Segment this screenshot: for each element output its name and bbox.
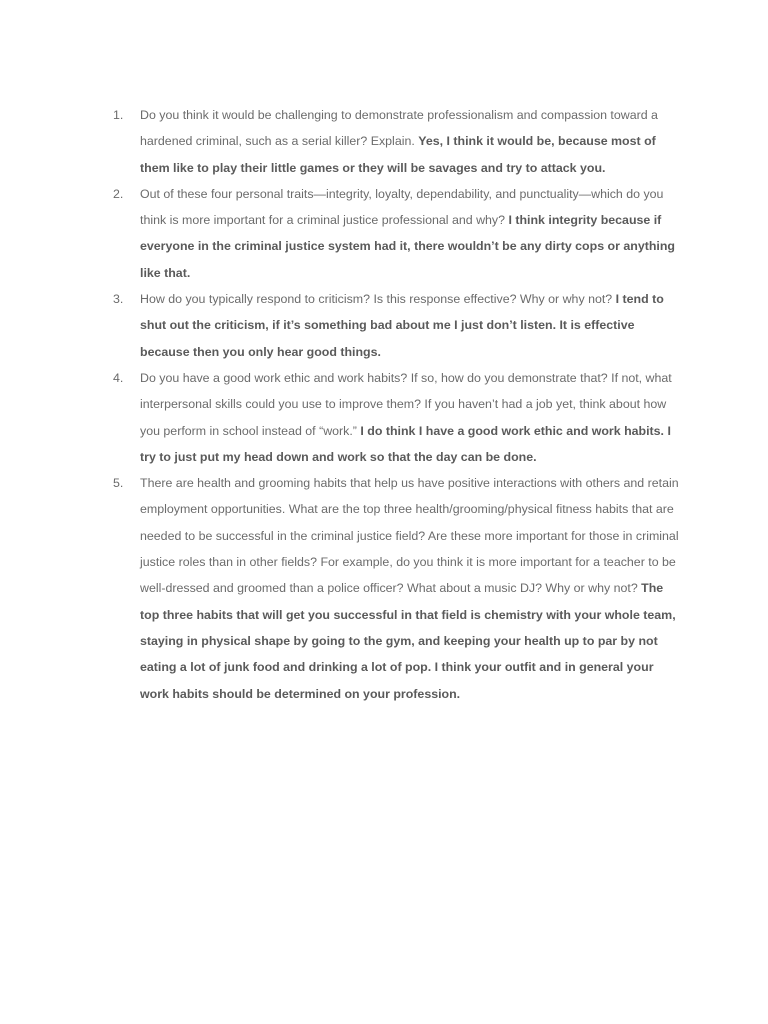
question-text: Do you think it would be challenging to demonstrate professionalism and compassion toward a hardened criminal, such as a serial killer? Explain.	[140, 108, 658, 149]
list-item	[113, 102, 683, 181]
item-number: 5.	[113, 476, 124, 491]
answer-text: The top three habits that will get you successful in that field is chemistry with your whole team, staying in physical shape by going to the gym, and keeping your health up to par by not eating a lot of junk food and drinking a lot of pop. I think your outfit and in general your work habits should be determined on your profession.	[140, 581, 676, 701]
question-text: How do you typically respond to criticism? Is this response effective? Why or why not?	[140, 292, 613, 307]
answer-text: I tend to shut out the criticism, if it’s something bad about me I just don’t listen. It is effective because then you only hear good things.	[140, 292, 664, 359]
question-text: Out of these four personal traits—integrity, loyalty, dependability, and punctuality—which do you think is more important for a criminal justice professional and why?	[140, 186, 664, 228]
item-text	[140, 470, 683, 707]
list-item	[113, 286, 683, 365]
question-text: Do you have a good work ethic and work habits? If so, how do you demonstrate that? If not, what interpersonal skills could you use to improve them? If you haven’t had a job yet, think about how you perform in school instead of “work.”	[140, 370, 672, 438]
list-item	[113, 181, 683, 286]
answer-text: Yes, I think it would be, because most of them like to play their little games or they will be savages and try to attack you.	[140, 134, 656, 175]
answer-text: I think integrity because if everyone in the criminal justice system had it, there wouldn’t be any dirty cops or anything like that.	[140, 213, 675, 280]
item-number: 2.	[113, 186, 124, 201]
item-text	[140, 102, 683, 181]
item-number: 3.	[113, 292, 124, 307]
item-text	[140, 181, 683, 286]
answer-text: I do think I have a good work ethic and work habits. I try to just put my head down and work so that the day can be done.	[140, 423, 671, 464]
list-item	[113, 365, 683, 470]
question-text: There are health and grooming habits that help us have positive interactions with others and retain employment opportunities. What are the top three health/grooming/physical fitness habits that are needed to be successful in the criminal justice field? Are these more important for those in criminal justice roles than in other fields? For example, do you think it is more important for a teacher to be well-dressed and groomed than a police officer? What about a music DJ? Why or why not?	[140, 476, 679, 596]
question-list	[113, 102, 683, 707]
item-number: 4.	[113, 370, 124, 385]
item-text	[140, 365, 683, 470]
item-number: 1.	[113, 108, 124, 122]
item-text	[140, 286, 683, 365]
list-item	[113, 470, 683, 707]
